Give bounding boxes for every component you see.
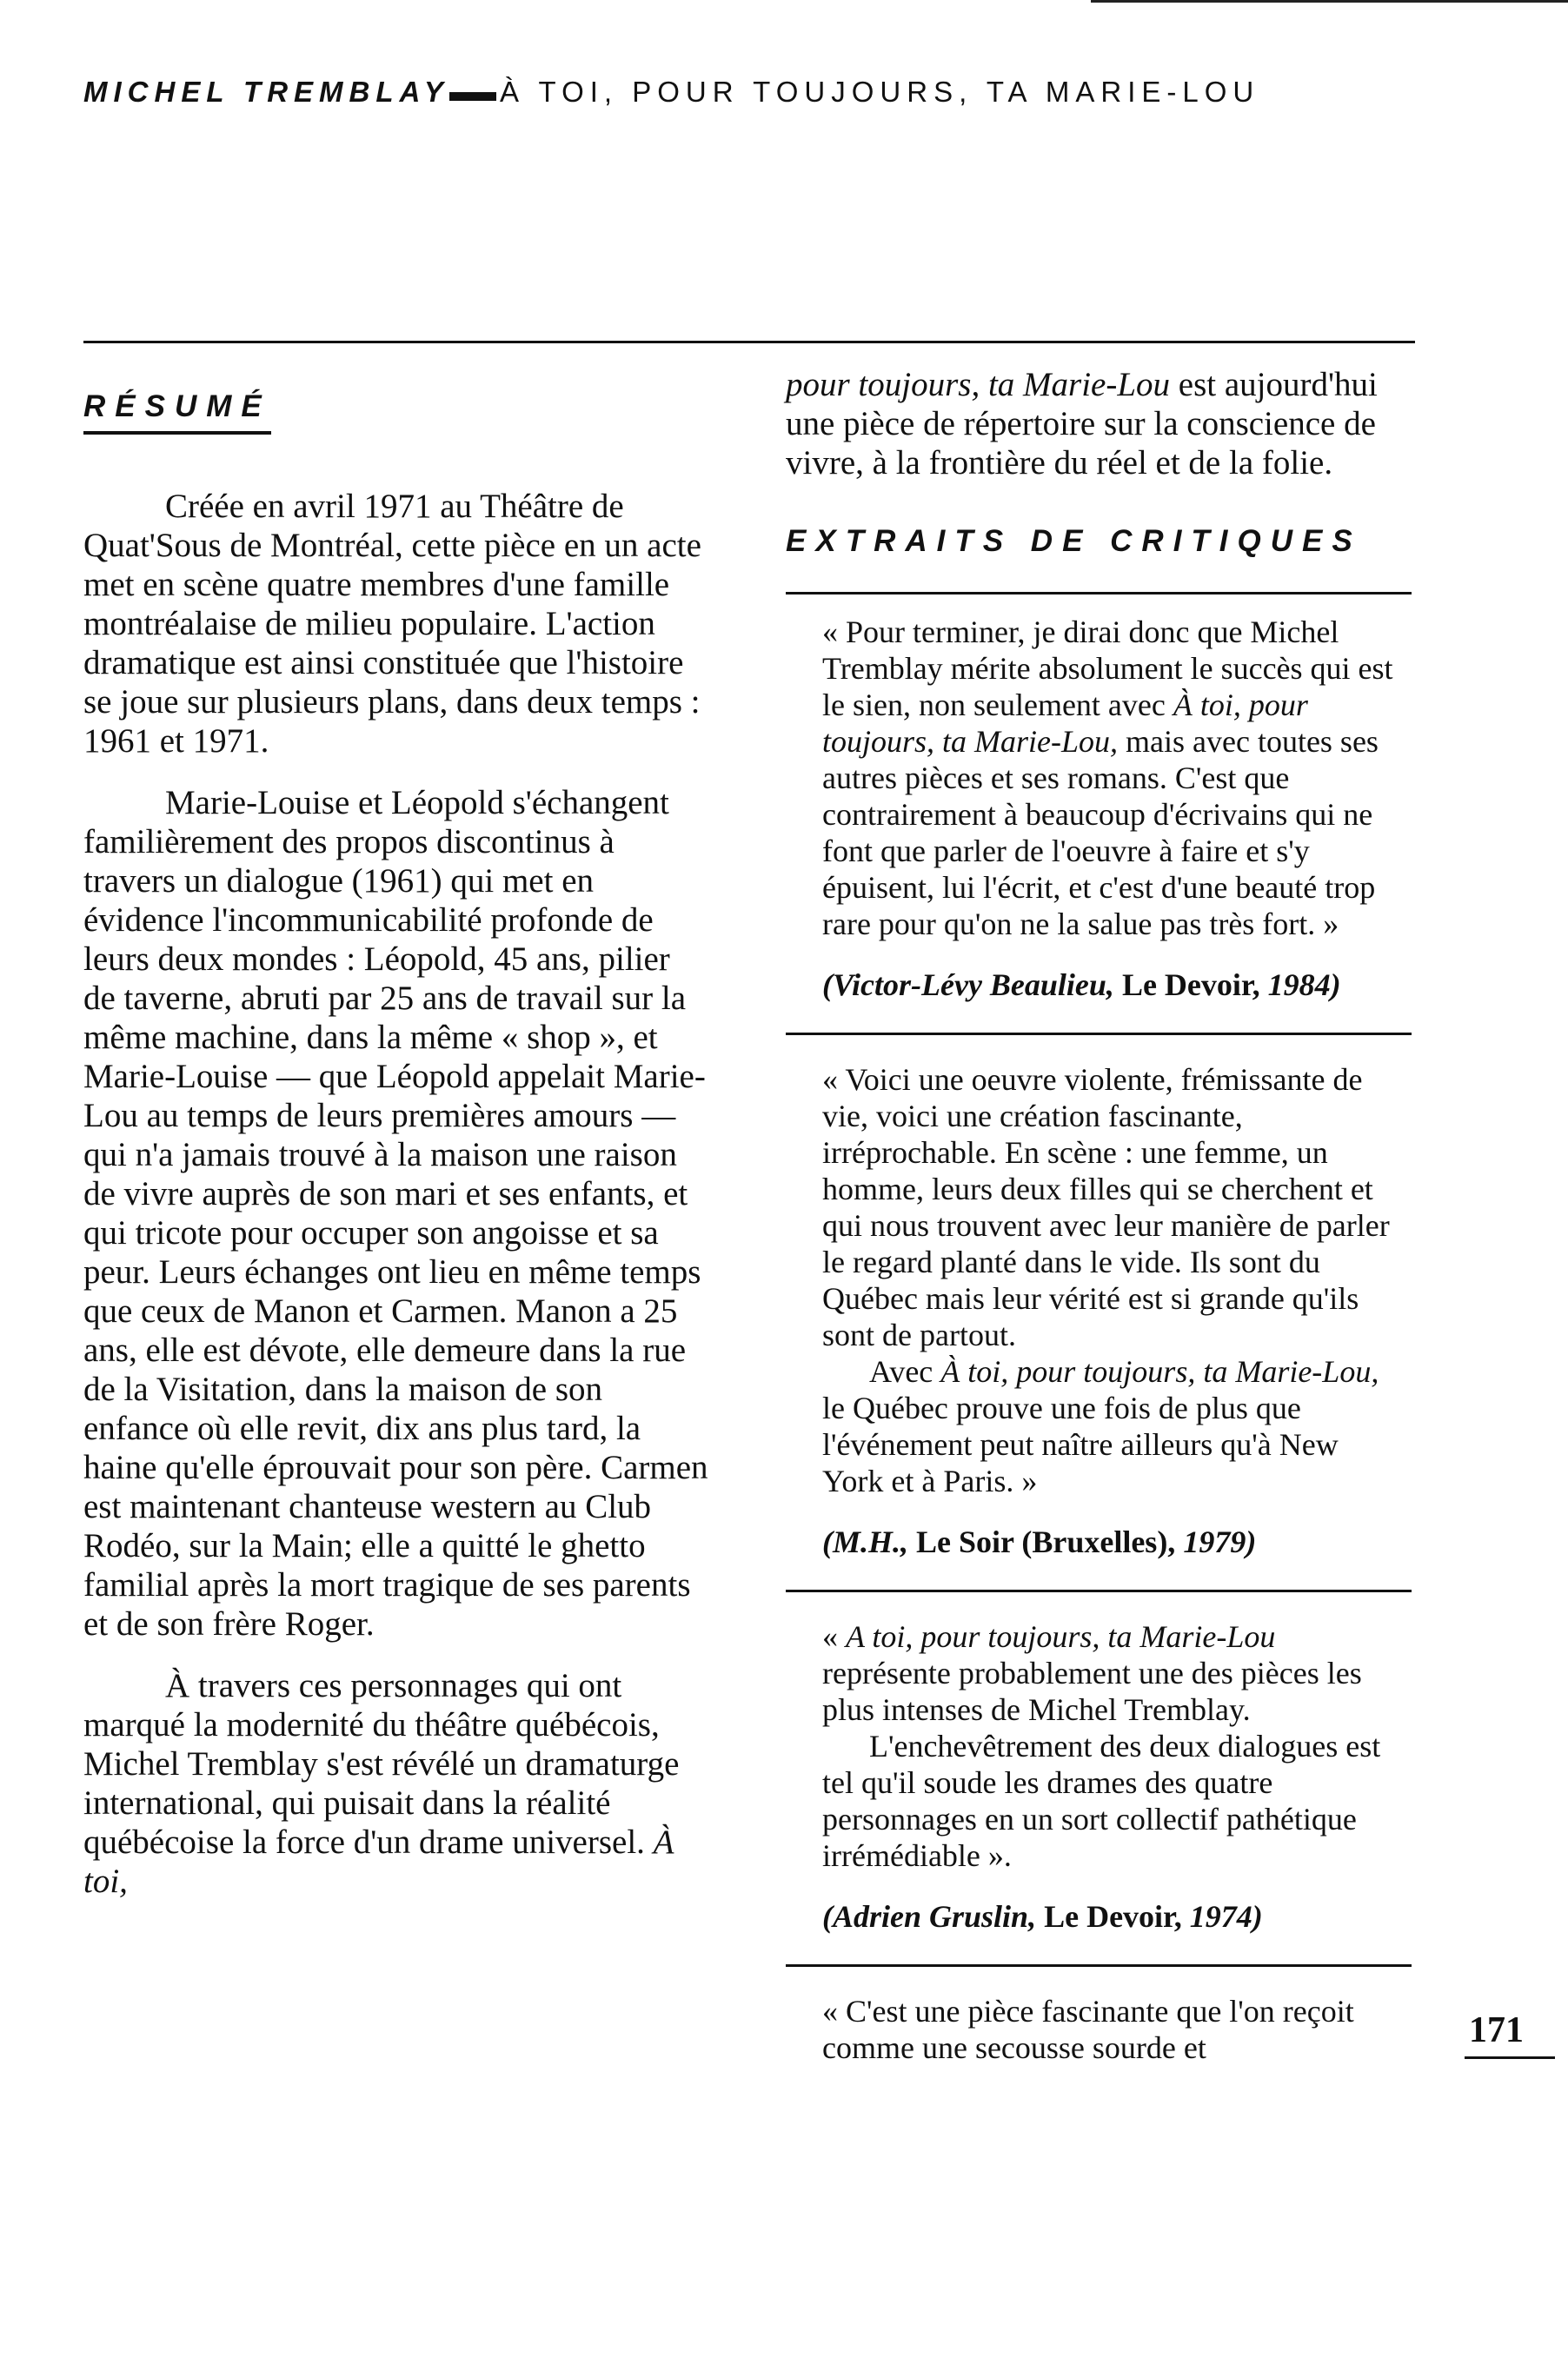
header-rule: [83, 341, 1415, 343]
critique-2-paragraph-1: « Voici une oeuvre violente, frémissante de vie, voici une création fascinante, irréprochable. En scène : une femme, un homme, leurs deux filles qui se cherchent et qui nous trouvent avec leur manière de parler le regard planté dans le vide. Ils sont du Québec mais leur vérité est si grande qu'ils sont de partout.: [822, 1062, 1390, 1352]
critique-1-text-b: mais avec toutes ses autres pièces et ses romans. C'est que contrairement à beaucoup d'écrivains qui ne font que parler de l'oeuvre à faire et s'y épuisent, lui l'écrit, et c'est d'une beauté trop rare pour qu'on ne la salue pas très fort. »: [822, 724, 1379, 941]
critique-4: [786, 1964, 1412, 2066]
critique-2-text: [786, 1061, 1412, 1499]
extraits-heading: EXTRAITS DE CRITIQUES: [786, 524, 1362, 558]
left-column: [83, 365, 709, 1901]
page-number-rule: [1465, 2056, 1555, 2059]
running-header: [83, 75, 1439, 110]
top-edge-rule: [1091, 0, 1568, 3]
resume-paragraph-3-italic: À toi,: [83, 1823, 674, 1900]
critique-2-text-a: Avec: [869, 1354, 941, 1389]
critique-2: [786, 1033, 1412, 1560]
critique-2-author: (M.H.,: [822, 1524, 908, 1559]
critique-3-year: 1974): [1189, 1899, 1263, 1934]
critique-3-text-b: représente probablement une des pièces les plus intenses de Michel Tremblay.: [822, 1656, 1362, 1727]
critique-3-text-italic: A toi, pour toujours, ta Marie-Lou: [846, 1619, 1276, 1654]
page-number: 171: [1469, 2010, 1524, 2050]
critique-2-year: 1979): [1183, 1524, 1257, 1559]
resume-paragraph-2: Marie-Louise et Léopold s'échangent familièrement des propos discontinus à travers un dialogue (1961) qui met en évidence l'incommunicabilité profonde de leurs deux mondes : Léopold, 45 ans, pilier de taverne, abruti par 25 ans de travail sur la même machine, dans la même « shop », et Marie-Louise — que Léopold appelait Marie-Lou au temps de leurs premières amours — qui n'a jamais trouvé à la maison une raison de vivre auprès de son mari et ses enfants, et qui tricote pour occuper son angoisse et sa peur. Leurs échanges ont lieu en même temps que ceux de Manon et Carmen. Manon a 25 ans, elle est dévote, elle demeure dans la rue de la Visitation, dans la maison de son enfance où elle revit, dix ans plus tard, la haine qu'elle éprouvait pour son père. Carmen est maintenant chanteuse western au Club Rodéo, sur la Main; elle a quitté le ghetto familial après la mort tragique de ses parents et de son frère Roger.: [83, 784, 708, 1643]
right-column: [786, 365, 1412, 2066]
critique-3-author: (Adrien Gruslin,: [822, 1899, 1037, 1934]
resume-paragraph-3-text: À travers ces personnages qui ont marqué la modernité du théâtre québécois, Michel Tremblay s'est révélé un dramaturge international, qui puisait dans la réalité québécoise la force d'un drame universel.: [83, 1667, 680, 1861]
critique-2-text-b: le Québec prouve une fois de plus que l'événement peut naître ailleurs qu'à New York et à Paris. »: [822, 1391, 1339, 1498]
resume-continuation-text: est aujourd'hui une pièce de répertoire sur la conscience de vivre, à la frontière du réel et de la folie.: [786, 366, 1378, 482]
resume-paragraph-1: Créée en avril 1971 au Théâtre de Quat'Sous de Montréal, cette pièce en un acte met en scène quatre membres d'une famille montréalaise de milieu populaire. L'action dramatique est ainsi constituée que l'histoire se joue sur plusieurs plans, dans deux temps : 1961 et 1971.: [83, 488, 701, 760]
critique-1-text-a: « Pour terminer, je dirai donc que Michel Tremblay mérite absolument le succès qui est le sien, non seulement avec: [822, 614, 1393, 722]
critique-2-text-italic: À toi, pour toujours, ta Marie-Lou,: [940, 1354, 1379, 1389]
resume-continuation: [786, 365, 1412, 482]
critique-1-source: [822, 966, 1412, 1003]
resume-continuation-italic: pour toujours, ta Marie-Lou: [786, 366, 1171, 403]
header-separator: [449, 92, 496, 101]
critique-3-publication: Le Devoir,: [1036, 1899, 1190, 1934]
header-author: MICHEL TREMBLAY: [83, 76, 449, 108]
critique-2-paragraph-2: [822, 1353, 1399, 1499]
resume-paragraph-3: [83, 1666, 709, 1901]
critique-3-text-a: «: [822, 1619, 846, 1654]
critique-3-text: [786, 1618, 1412, 1874]
critique-1-text: [786, 614, 1412, 942]
critique-4-text: [786, 1993, 1412, 2066]
critique-2-publication: Le Soir (Bruxelles),: [908, 1524, 1184, 1559]
critique-3-paragraph-1: [822, 1618, 1399, 1728]
critique-1-year: 1984): [1267, 967, 1341, 1002]
critique-4-paragraph-1: « C'est une pièce fascinante que l'on reçoit comme une secousse sourde et: [822, 1994, 1354, 2065]
critique-3: [786, 1590, 1412, 1935]
critique-1-publication: Le Devoir,: [1113, 967, 1268, 1002]
critique-1-text-italic: À toi, pour toujours, ta Marie-Lou,: [822, 687, 1308, 759]
critique-3-paragraph-2: L'enchevêtrement des deux dialogues est tel qu'il soude les drames des quatre personnages en un sort collectif pathétique irrémédiable ».: [822, 1729, 1381, 1873]
critique-3-source: [822, 1898, 1412, 1935]
resume-heading: RÉSUMÉ: [83, 389, 271, 435]
critique-1: [786, 592, 1412, 1003]
header-title: À TOI, POUR TOUJOURS, TA MARIE-LOU: [499, 76, 1260, 108]
critique-1-author: (Victor-Lévy Beaulieu,: [822, 967, 1114, 1002]
critique-2-source: [822, 1524, 1412, 1560]
